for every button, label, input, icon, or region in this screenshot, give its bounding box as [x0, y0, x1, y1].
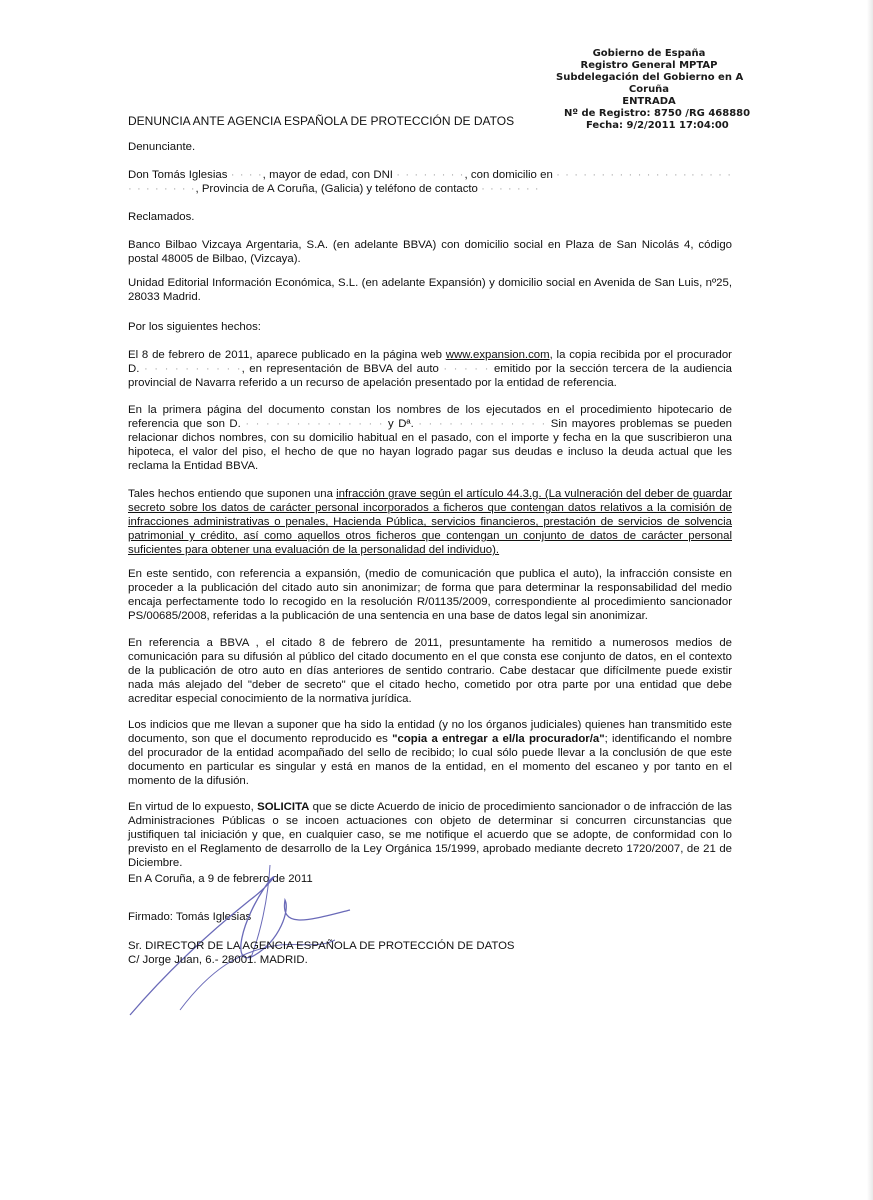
redacted-text: · · · · · · · · · · · · · — [418, 418, 547, 430]
stamp-line: Subdelegación del Gobierno en A — [556, 72, 744, 83]
reclamado-expansion: Unidad Editorial Información Económica, S.L. (en adelante Expansión) y domicilio social en Avenida de San Luis, nº25, 28033 Madrid. — [128, 277, 732, 303]
stamp-line: Gobierno de España — [592, 48, 706, 59]
reclamados-label: Reclamados. — [128, 211, 195, 223]
text-segment: , la copia recibida por el procurador D. — [128, 349, 732, 375]
text-segment: En la primera página del documento constan los nombres de los ejecutados en el procedimiento hipotecario de referencia que son D. — [128, 404, 732, 430]
text-segment: , Provincia de A Coruña, (Galicia) y teléfono de contacto — [195, 183, 478, 195]
redacted-text: · · · · · · · — [481, 183, 540, 195]
text-segment: Don Tomás Iglesias — [128, 169, 228, 181]
reclamado-bbva: Banco Bilbao Vizcaya Argentaria, S.A. (en adelante BBVA) con domicilio social en Plaza de San Nicolás 4, código postal 48005 de Bilbao, (Vizcaya). — [128, 239, 732, 265]
text-segment: Tales hechos entiendo que suponen una — [128, 488, 337, 500]
hecho-paragraph: En este sentido, con referencia a expansión, (medio de comunicación que publica el auto), la infracción consiste en proceder a la publicación del citado auto sin anonimizar; de forma que para determinar la responsabilidad del medio encaja perfectamente todo lo recogido en la resolución R/01135/2009, correspondiente al procedimiento sancionador PS/00685/2008, referidas a la publicación de una sentencia en una base de datos legal sin anonimizar. — [128, 568, 732, 622]
text-segment: En virtud de lo expuesto, — [128, 801, 258, 813]
expansion-link[interactable]: www.expansion.com — [445, 349, 550, 361]
text-segment: ; identificando el nombre del procurador de la entidad acompañado del sello de recibido; lo cual sólo puede llevar a la conclusión de que este documento en particular es singular y está en manos de la entidad, en el momento del escaneo y por tanto en el momento de la difusión. — [128, 733, 733, 787]
place-date: En A Coruña, a 9 de febrero de 2011 — [128, 873, 313, 885]
redacted-text: · · · · · · · · · · · · · · · — [556, 169, 688, 181]
document-title: DENUNCIA ANTE AGENCIA ESPAÑOLA DE PROTECCIÓN DE DATOS — [128, 114, 515, 128]
solicita-bold: SOLICITA — [257, 801, 310, 813]
redacted-text: · · · · · · · · · · — [143, 363, 242, 375]
stamp-registro: Nº de Registro: 8750 /RG 468880 — [564, 108, 751, 119]
stamp-fecha: Fecha: 9/2/2011 17:04:00 — [586, 120, 729, 131]
redacted-text: · · · · · · · · — [396, 169, 465, 181]
stamp-line: ENTRADA — [622, 96, 676, 107]
text-segment: Sin mayores problemas se pueden relacionar dichos nombres, con su domicilio habitual en el pasado, con el importe y fecha en la que suscribieron una hipoteca, el valor del piso, el hecho de que no hayan logrado pagar sus deudas e incluso la deuda actual que les reclama la Entidad BBVA. — [128, 418, 733, 472]
hecho-paragraph — [128, 487, 732, 557]
scan-edge-shadow — [867, 0, 873, 1200]
text-segment: Los indicios que me llevan a suponer que ha sido la entidad (y no los órganos judiciales) quienes han transmitido este documento, son que el documento reproducido es — [128, 719, 732, 745]
recipient-address: C/ Jorge Juan, 6.- 28001. MADRID. — [128, 954, 308, 966]
signed-by: Firmado: Tomás Iglesias — [128, 911, 252, 923]
text-segment: emitido por la sección tercera de la audiencia provincial de Navarra referido a un recurso de apelación presentado por la entidad de referencia. — [128, 363, 733, 389]
stamp-line: Coruña — [628, 84, 670, 95]
underlined-legal-text: infracción grave según el artículo 44.3.g. (La vulneración del deber de guardar secreto sobre los datos de carácter personal incorporados a ficheros que contengan datos relativos a la comisión de infracciones administrativas o penales, Hacienda Pública, servicios financieros, prestación de servicios de solvencia patrimonial y crédito, así como aquellos otros ficheros que contengan un conjunto de datos de carácter personal suficientes para obtener una evaluación de la personalidad del individuo). — [128, 488, 733, 556]
redacted-text: · · · · · — [443, 363, 490, 375]
hecho-paragraph — [128, 403, 732, 473]
text-segment: y Dª. — [383, 418, 414, 430]
text-segment: , mayor de edad, con DNI — [262, 169, 393, 181]
denunciante-paragraph — [128, 168, 732, 196]
redacted-text: · · · · · · · · · · · · · — [128, 169, 733, 195]
text-segment: , en representación de BBVA del auto — [241, 363, 439, 375]
text-segment: El 8 de febrero de 2011, aparece publicado en la página web — [128, 349, 446, 361]
redacted-text: · · · · · · · · · · · · · · — [245, 418, 384, 430]
denunciante-label: Denunciante. — [128, 141, 196, 153]
text-segment: , con domicilio en — [464, 169, 553, 181]
stamp-line: Registro General MPTAP — [580, 60, 718, 71]
bold-quote: "copia a entregar a el/la procurador/a" — [392, 733, 605, 745]
hecho-paragraph — [128, 718, 732, 788]
registry-stamp — [556, 48, 751, 132]
hechos-label: Por los siguientes hechos: — [128, 321, 261, 333]
hecho-paragraph — [128, 348, 732, 390]
hecho-paragraph: En referencia a BBVA , el citado 8 de febrero de 2011, presuntamente ha remitido a numerosos medios de comunicación para su difusión al público del citado documento en el que consta ese conjunto de datos, en el contexto de la publicación de otro auto en días anteriores de sentido contrario. Cabe destacar que difícilmente puede existir nada más alejado del "deber de secreto" que el citado hecho, cometido por otra parte por una entidad que debe acreditar especial conocimiento de la normativa jurídica. — [128, 637, 732, 705]
redacted-text: · · · · — [230, 169, 263, 181]
text-segment: que se dicte Acuerdo de inicio de procedimiento sancionador o de infracción de las Administraciones Públicas o se incoen actuaciones con objeto de determinar si concurren circunstancias que justifiquen tal iniciación y que, en cualquier caso, se me notifique el acuerdo que se adopte, de conformidad con lo previsto en el Reglamento de desarrollo de la Ley Orgánica 15/1999, aprobado mediante decreto 1720/2007, de 21 de Diciembre. — [128, 801, 733, 869]
solicita-paragraph — [128, 800, 732, 870]
recipient-title: Sr. DIRECTOR DE LA AGENCIA ESPAÑOLA DE PROTECCIÓN DE DATOS — [128, 940, 515, 952]
